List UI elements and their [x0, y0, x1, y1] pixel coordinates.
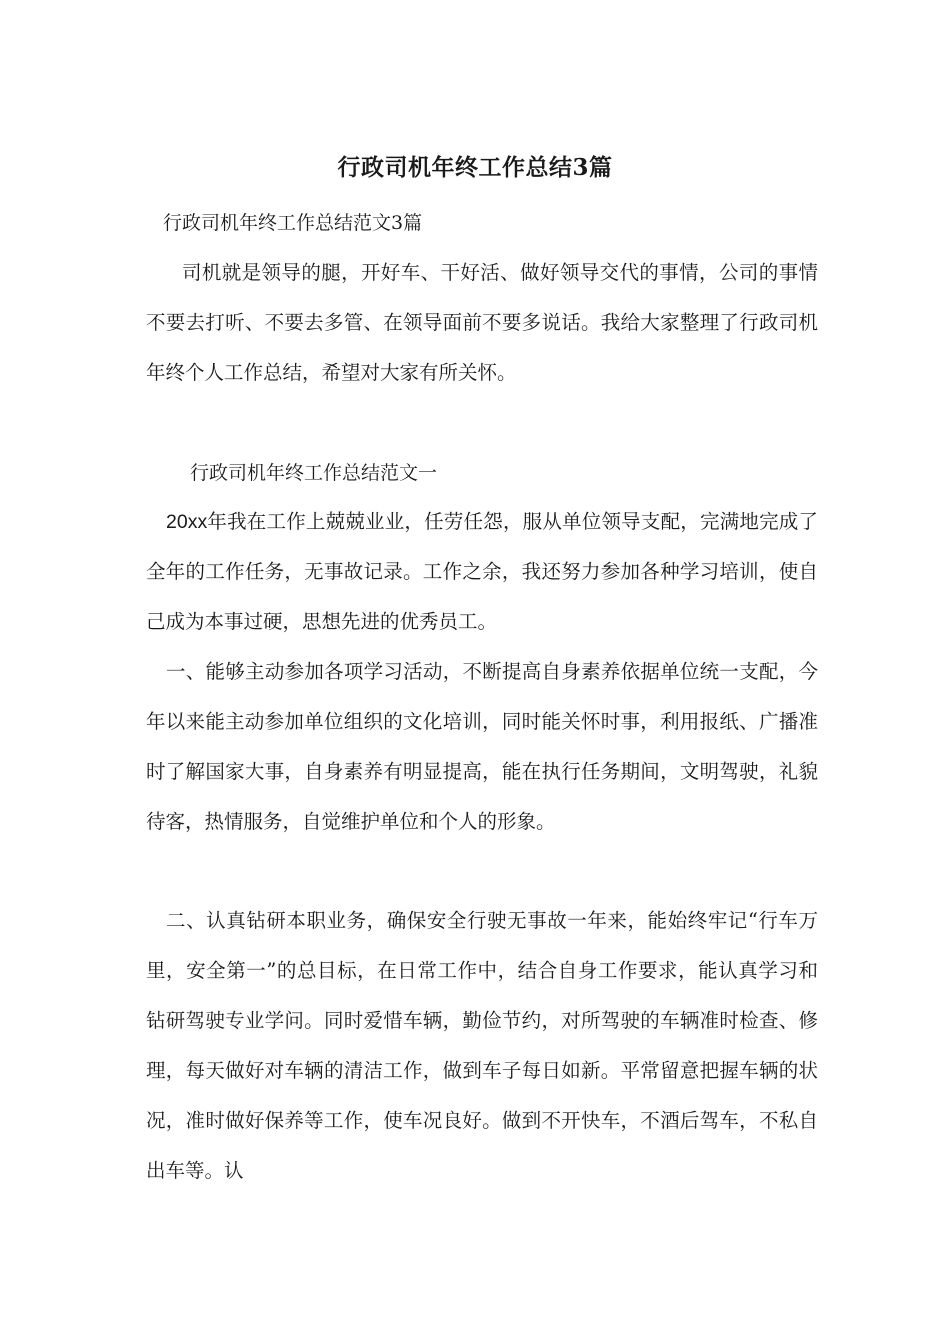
section-heading: 行政司机年终工作总结范文一 — [190, 462, 438, 484]
body-paragraph-3: 二、认真钻研本职业务，确保安全行驶无事故一年来，能始终牢记“行车万里，安全第一”的总目标，在日常工作中，结合自身工作要求，能认真学习和钻研驾驶专业学问。同时爱惜车辆，勤俭节约，对所驾驶的车辆准时检查、修理，每天做好对车辆的清洁工作，做到车子每日如新。平常留意把握车辆的状况，准时做好保养等工作，使车况良好。做到不开快车，不酒后驾车，不私自出车等。认 — [146, 909, 818, 1182]
body-paragraph-1 — [146, 497, 818, 647]
body-paragraph-2: 一、能够主动参加各项学习活动，不断提高自身素养依据单位统一支配，今年以来能主动参加单位组织的文化培训，同时能关怀时事，利用报纸、广播准时了解国家大事，自身素养有明显提高，能在执行任务期间，文明驾驶，礼貌待客，热情服务，自觉维护单位和个人的形象。 — [146, 660, 818, 833]
document-title: 行政司机年终工作总结3篇 — [337, 154, 613, 181]
intro-paragraph: 司机就是领导的腿，开好车、干好活、做好领导交代的事情，公司的事情不要去打听、不要去多管、在领导面前不要多说话。我给大家整理了行政司机年终个人工作总结，希望对大家有所关怀。 — [146, 261, 818, 384]
document-subtitle: 行政司机年终工作总结范文3篇 — [163, 212, 423, 234]
year-text: 20xx — [166, 511, 208, 533]
body-paragraph-1-text: 年我在工作上兢兢业业，任劳任怨，服从单位领导支配，完满地完成了全年的工作任务，无事故记录。工作之余，我还努力参加各种学习培训，使自己成为本事过硬，思想先进的优秀员工。 — [146, 510, 818, 633]
